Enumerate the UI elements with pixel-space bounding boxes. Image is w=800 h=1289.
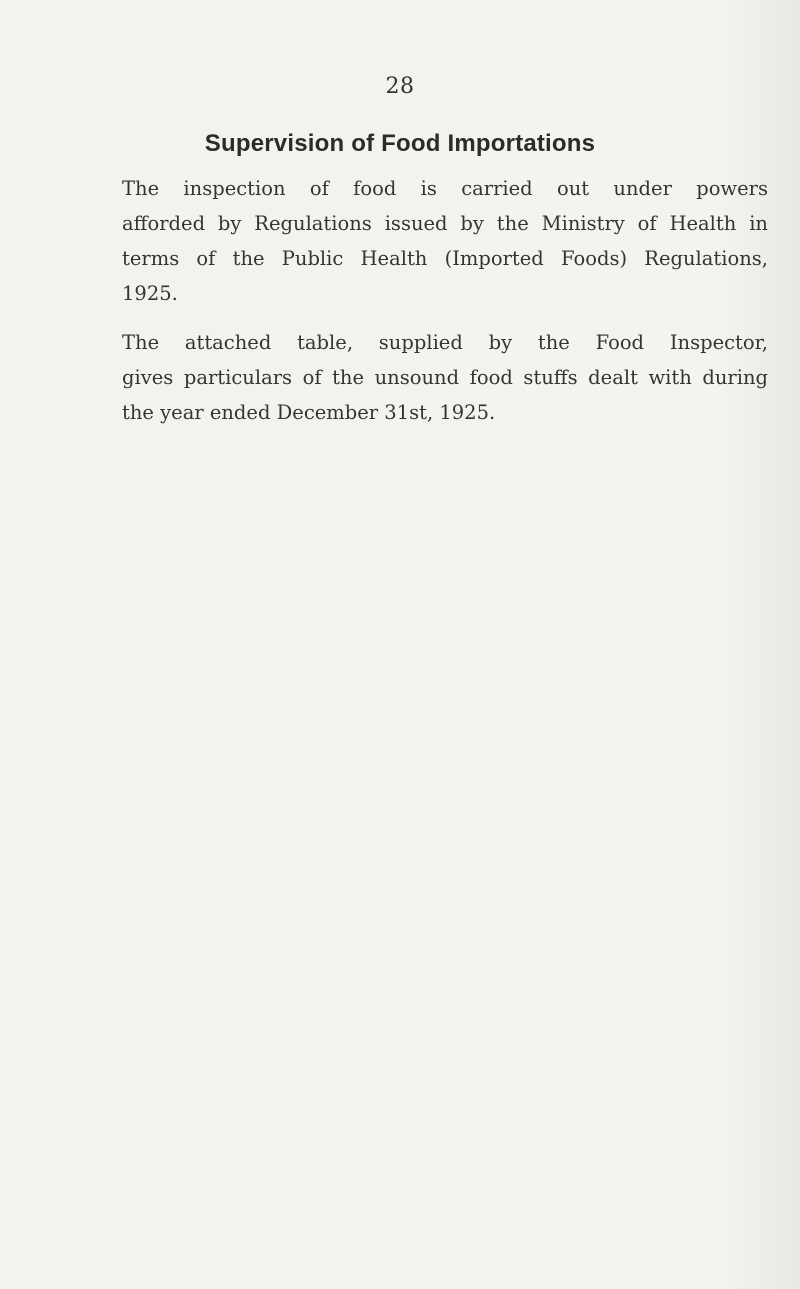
paragraph-attached-table bbox=[122, 325, 768, 430]
paragraph-line: gives particulars of the unsound food stuffs dealt with during bbox=[122, 366, 768, 389]
paragraph-line: The inspection of food is carried out under powers bbox=[122, 177, 768, 200]
paragraph-line: terms of the Public Health (Imported Foods) Regulations, bbox=[122, 247, 768, 270]
paragraph-line: The attached table, supplied by the Food Inspector, bbox=[122, 331, 768, 354]
paragraph-line: the year ended December 31st, 1925. bbox=[122, 401, 496, 424]
paragraph-line: afforded by Regulations issued by the Ministry of Health in bbox=[122, 212, 768, 235]
paragraph-inspection bbox=[122, 171, 768, 311]
page-number: 28 bbox=[385, 74, 415, 99]
paragraph-line: 1925. bbox=[122, 282, 178, 305]
section-title: Supervision of Food Importations bbox=[204, 130, 596, 157]
